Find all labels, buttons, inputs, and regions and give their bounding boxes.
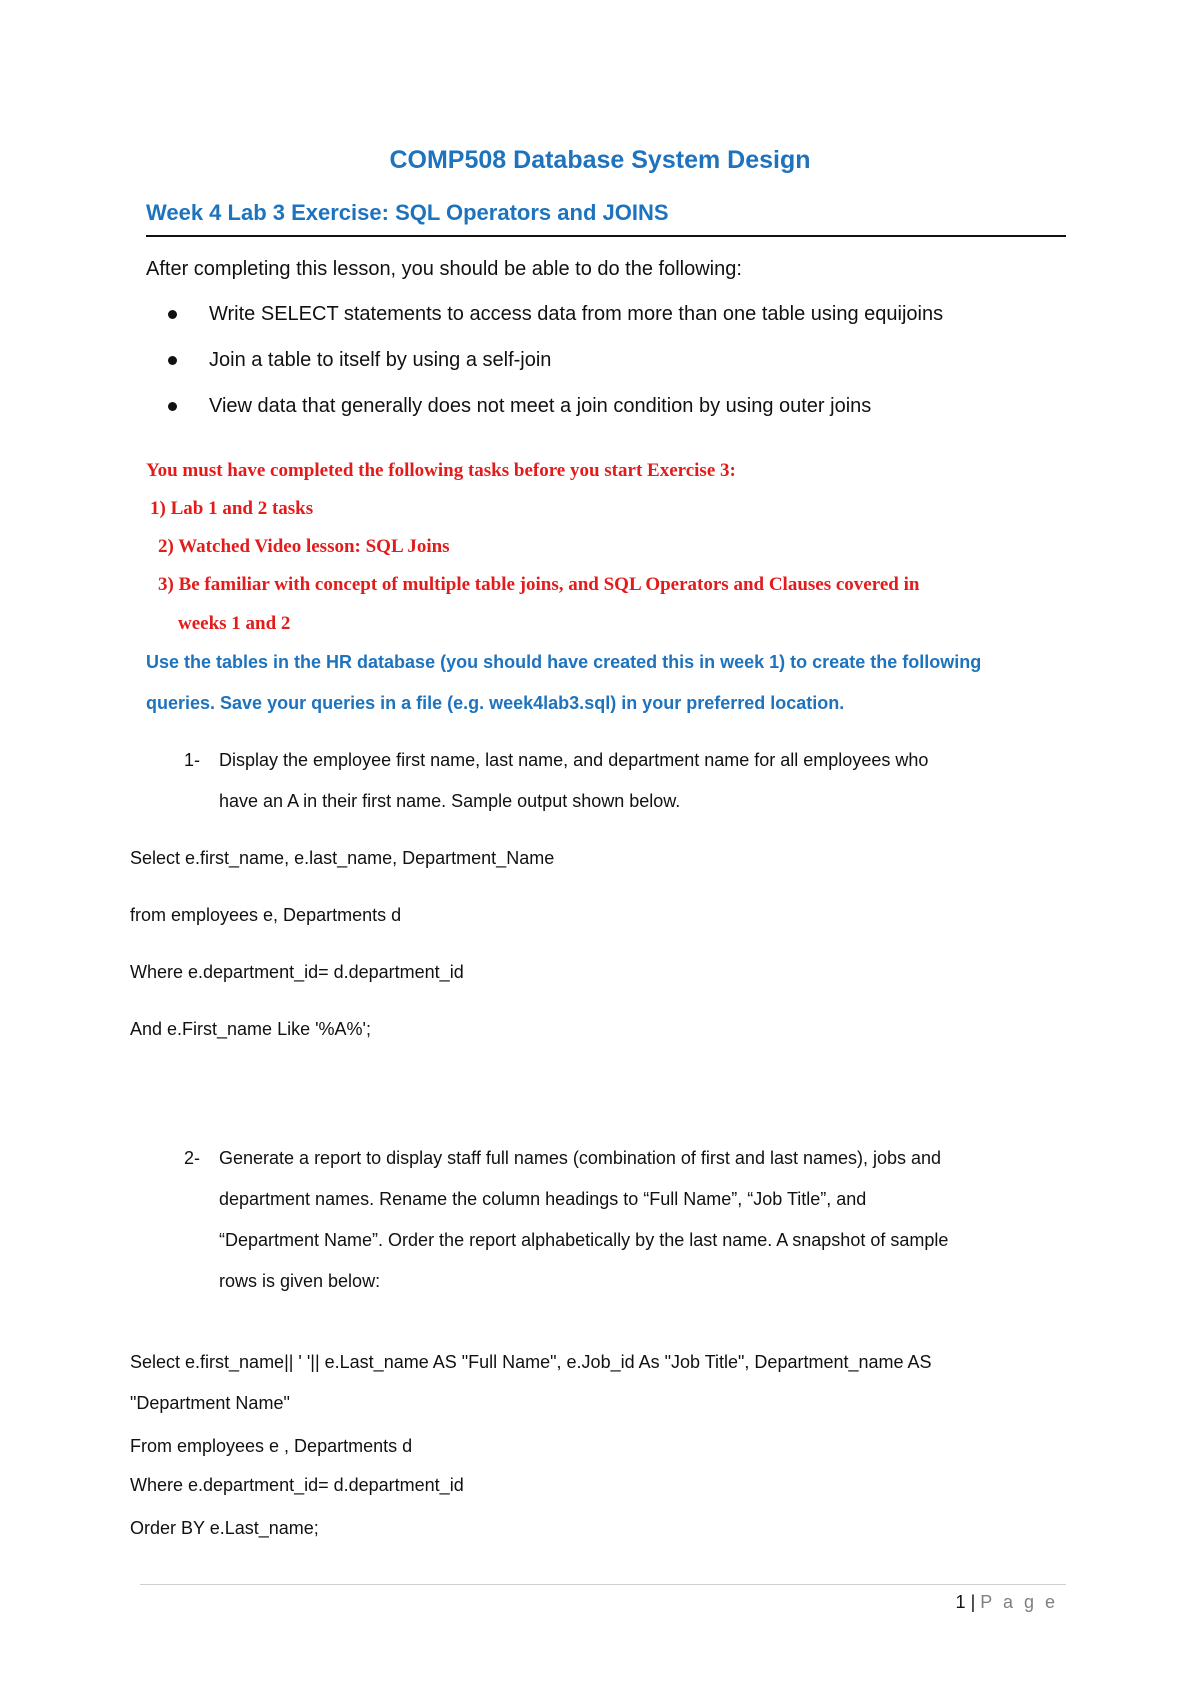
course-title: COMP508 Database System Design [389, 146, 811, 174]
question-1-number: 1- [184, 750, 201, 770]
bullet-icon [168, 402, 177, 411]
objective-text: Join a table to itself by using a self-join [209, 349, 552, 371]
footer-separator: | [970, 1592, 976, 1612]
footer-divider [140, 1584, 1066, 1585]
sql-line: Select e.first_name|| ' '|| e.Last_name AS "Full Name", e.Job_id As "Job Title", Department_name AS [130, 1352, 932, 1372]
question-1-text: have an A in their first name. Sample output shown below. [219, 791, 681, 811]
bullet-icon [168, 310, 177, 319]
question-2-number: 2- [184, 1148, 201, 1168]
objective-item [168, 395, 871, 418]
prerequisites-heading: You must have completed the following tasks before you start Exercise 3: [146, 460, 736, 481]
sql-line: Where e.department_id= d.department_id [130, 1475, 464, 1495]
intro-text: After completing this lesson, you should be able to do the following: [146, 258, 742, 280]
instructions-line: queries. Save your queries in a file (e.g. week4lab3.sql) in your preferred location. [146, 693, 845, 713]
instructions-line: Use the tables in the HR database (you should have created this in week 1) to create the following [146, 652, 982, 672]
sql-line: from employees e, Departments d [130, 905, 402, 925]
prerequisite-item: 1) Lab 1 and 2 tasks [150, 498, 314, 519]
sql-line: And e.First_name Like '%A%'; [130, 1019, 371, 1039]
bullet-icon [168, 356, 177, 365]
question-2-text: Generate a report to display staff full names (combination of first and last names), jobs and [219, 1148, 942, 1168]
prerequisite-item: 2) Watched Video lesson: SQL Joins [158, 536, 450, 557]
page-number: 1 [955, 1592, 966, 1612]
objective-text: Write SELECT statements to access data from more than one table using equijoins [209, 303, 944, 325]
prerequisite-item-continued: weeks 1 and 2 [178, 613, 291, 634]
sql-line: Order BY e.Last_name; [130, 1518, 319, 1538]
page-footer [0, 1592, 1058, 1613]
question-2-text: “Department Name”. Order the report alphabetically by the last name. A snapshot of sample [219, 1230, 949, 1250]
prerequisite-item: 3) Be familiar with concept of multiple table joins, and SQL Operators and Clauses covered in [158, 574, 920, 595]
page-label: P a g e [980, 1592, 1058, 1612]
sql-line: Where e.department_id= d.department_id [130, 962, 464, 982]
question-1-text: Display the employee first name, last name, and department name for all employees who [219, 750, 929, 770]
question-2-text: department names. Rename the column headings to “Full Name”, “Job Title”, and [219, 1189, 867, 1209]
sql-line: "Department Name" [130, 1393, 290, 1413]
objective-text: View data that generally does not meet a join condition by using outer joins [209, 395, 872, 417]
sql-line: Select e.first_name, e.last_name, Department_Name [130, 848, 555, 868]
title-divider [146, 235, 1066, 237]
question-2-text: rows is given below: [219, 1271, 381, 1291]
lab-title: Week 4 Lab 3 Exercise: SQL Operators and JOINS [146, 200, 669, 225]
sql-line: From employees e , Departments d [130, 1436, 413, 1456]
objective-item [168, 303, 943, 326]
objective-item [168, 349, 551, 372]
